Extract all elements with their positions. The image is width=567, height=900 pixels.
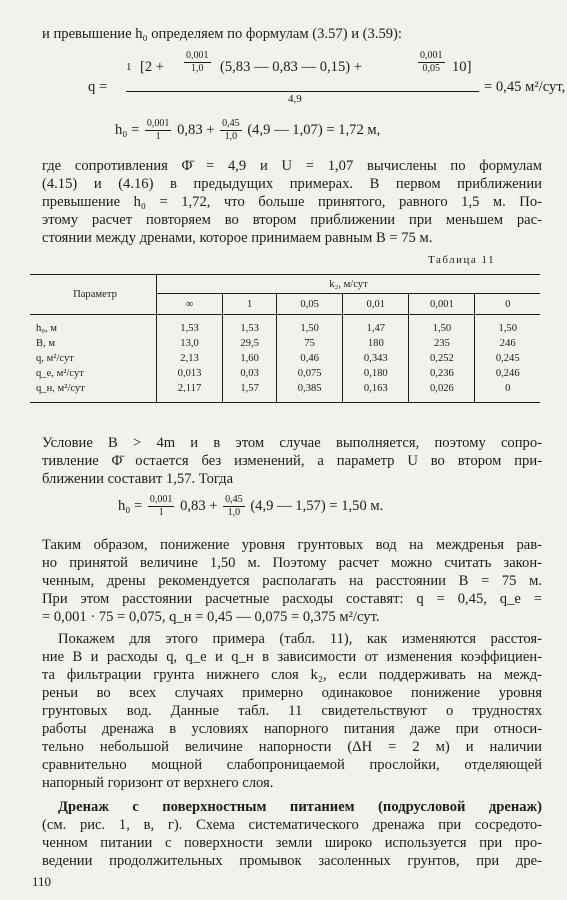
- table-cell: 180: [343, 336, 409, 351]
- para4-line7: тельно небольшой величине напорности (ΔH = 2 м) и наличии: [42, 739, 542, 755]
- formula-q-lhs: q =: [88, 79, 108, 95]
- para3-line1: Таким образом, понижение уровня грунтовых вод на междренья рав-: [42, 537, 542, 553]
- table-cell: 0,246: [495, 368, 520, 379]
- para5-line2: (см. рис. 1, в, г). Схема систематического дренажа при сосредото-: [42, 817, 542, 833]
- formula-q-bracket-open: [2 +: [140, 59, 165, 75]
- table-cell: 75: [277, 336, 343, 351]
- table-cell: 0,385: [277, 381, 343, 403]
- table-cell: 0,252: [409, 351, 475, 366]
- table-cell: 2,117: [157, 381, 223, 403]
- table-cell: 13,0: [157, 336, 223, 351]
- table-cell: 1,60: [223, 351, 277, 366]
- table-cell: 1,53: [223, 315, 277, 337]
- formula-h1-frac2: $\frac{0,45}{1,0}$: [222, 118, 240, 142]
- para2-line2: тивление Φ̄ остается без изменений, а параметр U во втором при-: [42, 453, 542, 469]
- table-11: [30, 274, 540, 403]
- para4-line1: Покажем для этого примера (табл. 11), как изменяются расстоя-: [58, 631, 542, 647]
- table-cell: 235: [409, 336, 475, 351]
- para4-line5: грунтовых вод. Данные табл. 11 свидетельствуют о трудностях: [42, 703, 542, 719]
- table-cell: 0,013: [157, 366, 223, 381]
- col-header: ∞: [157, 294, 223, 315]
- formula-h0-first: [115, 118, 380, 143]
- formula-q-denominator: 4,9: [288, 93, 302, 105]
- row-label: q_e, м²/сут: [30, 366, 157, 381]
- formula-q-frac2: $\frac{0,001}{0,05}$: [420, 50, 443, 74]
- formula-h2-frac2: $\frac{0,45}{1,0}$: [225, 494, 243, 518]
- table-cell: 2,13: [157, 351, 223, 366]
- para5-line3: ченном питании с поверхности земли широко используется при про-: [42, 835, 542, 851]
- formula-h1-lhs: h₀ =: [115, 121, 140, 138]
- table-row: [30, 336, 540, 351]
- table-cell: 1,53: [157, 315, 223, 337]
- table-cell: 29,5: [223, 336, 277, 351]
- row-label: q_н, м²/сут: [30, 381, 157, 403]
- para4-line3: та фильтрации грунта нижнего слоя k₂, если поддерживать на межд-: [42, 667, 542, 683]
- col-header: 1: [223, 294, 277, 315]
- formula-q-numerator: [126, 49, 479, 92]
- table-row: [30, 351, 540, 366]
- table-cell: 1,57: [223, 381, 277, 403]
- table-cell: 0,343: [343, 351, 409, 366]
- para4-line9: напорный горизонт от верхнего слоя.: [42, 775, 274, 791]
- para3-line5: = 0,001 · 75 = 0,075, q_н = 0,45 — 0,075 = 0,375 м²/сут.: [42, 609, 380, 625]
- para4-line2: ние B и расходы q, q_e и q_н в зависимости от изменения коэффициен-: [42, 649, 542, 665]
- table-cell: 0,075: [277, 366, 343, 381]
- intro-line: и превышение h₀ определяем по формулам (3.57) и (3.59):: [42, 26, 402, 42]
- col-header: 0,01: [343, 294, 409, 315]
- table-cell: 0,236: [409, 366, 475, 381]
- para4-line8: сравнительно мощной слабопроницаемой прослойки, отделяющей: [42, 757, 542, 773]
- para5-line4: ведении продолжительных промывок засоленных грунтов, при дре-: [42, 853, 542, 869]
- formula-q-tail: 10]: [452, 59, 472, 75]
- col-header: 0,001: [409, 294, 475, 315]
- row-label: B, м: [30, 336, 157, 351]
- formula-h2-mid: 0,83 +: [180, 497, 218, 514]
- formula-h1-mid: 0,83 +: [177, 121, 215, 138]
- row-label: q, м²/сут: [30, 351, 157, 366]
- table-cell: 0: [505, 383, 511, 394]
- table-cell: 0,46: [277, 351, 343, 366]
- para3-line2: но принятой величине 1,50 м. Поэтому расчет можно считать закон-: [42, 555, 542, 571]
- formula-h2-lhs: h₀ =: [118, 497, 143, 514]
- table-cell: 0,245: [495, 353, 520, 364]
- para1-line3: превышение h₀ = 1,72, что больше принятого, равного 1,5 м. По-: [42, 194, 542, 210]
- para4-line4: реньи во всех случаях примерно одинаковое понижение уровня: [42, 685, 542, 701]
- table-row: [30, 366, 540, 381]
- formula-q-rhs: = 0,45 м²/сут,: [484, 79, 566, 95]
- formula-h2-frac1: $\frac{0,001}{1}$: [149, 494, 173, 518]
- col-header: 0: [505, 298, 511, 310]
- col-header: 0,05: [277, 294, 343, 315]
- table-caption: Таблица 11: [428, 254, 496, 266]
- table-cell: 246: [499, 338, 516, 349]
- formula-q-mid: (5,83 — 0,83 — 0,15) +: [220, 59, 362, 75]
- table-cell: 1,50: [409, 315, 475, 337]
- table-cell: 0,026: [409, 381, 475, 403]
- para1-line5: стоянии между дренами, которое принимаем равным B = 75 м.: [42, 230, 433, 246]
- k2-group-header: k₂, м/сут: [157, 275, 541, 294]
- param-header: Параметр: [30, 275, 157, 315]
- formula-h1-frac1: $\frac{0,001}{1}$: [146, 118, 170, 142]
- section-heading: Дренаж с поверхностным питанием (подрусловой дренаж): [58, 799, 542, 815]
- table-cell: 0,180: [343, 366, 409, 381]
- table-cell: 0,163: [343, 381, 409, 403]
- table-cell: 1,50: [277, 315, 343, 337]
- row-label: h₀, м: [30, 315, 157, 337]
- formula-h2-rhs: (4,9 — 1,57) = 1,50 м.: [250, 497, 384, 514]
- table-row: [30, 381, 540, 403]
- formula-h1-rhs: (4,9 — 1,07) = 1,72 м,: [247, 121, 381, 138]
- formula-q-frac1: $\frac{0,001}{1,0}$: [186, 50, 209, 74]
- page-number: 110: [32, 874, 52, 889]
- para2-line3: ближении составит 1,57. Тогда: [42, 471, 234, 487]
- para3-line3: ченным, дрены рекомендуется располагать на расстоянии B = 75 м.: [42, 573, 542, 589]
- para1-line2: (4.15) и (4.16) в предыдущих примерах. В первом приближении: [42, 176, 542, 192]
- formula-h0-second: [118, 494, 383, 519]
- table-row: [30, 315, 540, 337]
- para3-line4: При этом расстоянии расчетные расходы составят: q = 0,45, q_e =: [42, 591, 542, 607]
- para1-line4: этому расчет повторяем во втором приближении при меньшем рас-: [42, 212, 542, 228]
- table-cell: 1,47: [343, 315, 409, 337]
- table-cell: 1,50: [498, 323, 518, 334]
- para2-line1: Условие B > 4m и в этом случае выполняется, поэтому сопро-: [42, 435, 542, 451]
- formula-q-n1: 1: [126, 61, 132, 73]
- para1-line1: где сопротивления Φ̄ = 4,9 и U = 1,07 вычислены по формулам: [42, 158, 542, 174]
- para4-line6: работы дренажа в условиях напорного питания даже при относи-: [42, 721, 542, 737]
- table-cell: 0,03: [223, 366, 277, 381]
